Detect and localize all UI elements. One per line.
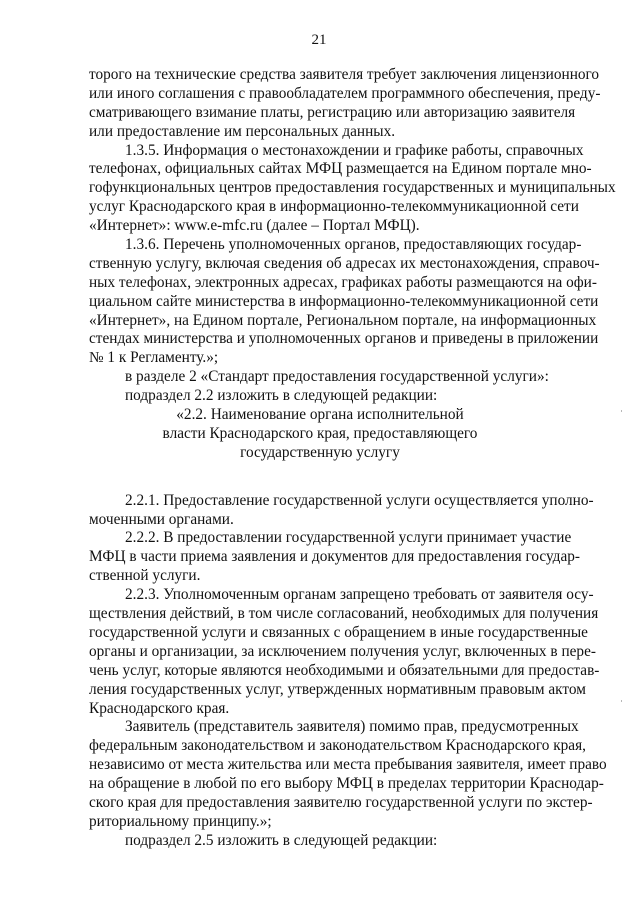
text-line: органы и организации, за исключением получения услуг, включенных в пере-: [89, 642, 596, 660]
text-line: на обращение в любой по его выбору МФЦ в пределах территории Краснодар-: [89, 775, 604, 793]
text-line: риториальному принципу.»;: [89, 812, 272, 830]
text-line: подраздел 2.2 изложить в следующей редакции:: [125, 387, 438, 405]
text-line: № 1 к Регламенту.»;: [89, 349, 219, 367]
text-line: 2.2.3. Уполномоченным органам запрещено требовать от заявителя осу-: [125, 586, 594, 604]
text-line: власти Краснодарского края, предоставляющего: [162, 424, 478, 442]
text-line: «Интернет»: www.e-mfc.ru (далее – Портал МФЦ).: [89, 217, 420, 235]
text-line: циальном сайте министерства в информационно-телекоммуникационной сети: [89, 292, 599, 310]
text-line: федеральным законодательством и законодательством Краснодарского края,: [89, 737, 586, 755]
text-line: чень услуг, которые являются необходимыми и обязательными для предостав-: [89, 661, 600, 679]
text-line: телефонах, официальных сайтах МФЦ размещается на Едином портале мно-: [89, 160, 592, 178]
text-line: государственную услугу: [240, 443, 400, 461]
text-line: 2.2.2. В предоставлении государственной услуги принимает участие: [125, 529, 572, 547]
blank-line: [89, 463, 551, 492]
scan-artifact: [621, 700, 622, 702]
text-line: или предоставление им персональных данных.: [89, 122, 396, 140]
text-line: гофункциональных центров предоставления государственных и муниципальных: [89, 179, 616, 197]
text-line: ществления действий, в том числе согласований, необходимых для получения: [89, 605, 599, 623]
text-line: торого на технические средства заявителя требует заключения лицензионного: [89, 66, 600, 83]
text-line: Заявитель (представитель заявителя) помимо прав, предусмотренных: [125, 718, 579, 736]
text-line: стендах министерства и уполномоченных органов и приведены в приложении: [89, 330, 599, 348]
text-line: государственной услуги и связанных с обращением в иные государственные: [89, 623, 588, 641]
text-line: МФЦ в части приема заявления и документов для предоставления государ-: [89, 548, 581, 566]
text-line: ственной услуги.: [89, 567, 201, 585]
text-line: 1.3.5. Информация о местонахождении и графике работы, справочных: [125, 141, 584, 159]
text-line: «2.2. Наименование органа исполнительной: [176, 406, 464, 424]
text-line: Краснодарского края.: [89, 699, 230, 717]
scan-artifact: [621, 410, 622, 412]
text-line: или иного соглашения с правообладателем программного обеспечения, преду-: [89, 84, 601, 102]
text-line: моченными органами.: [89, 510, 234, 528]
page-number: 21: [311, 32, 327, 48]
text-line: в разделе 2 «Стандарт предоставления государственной услуги»:: [125, 368, 549, 386]
text-line: независимо от места жительства или места пребывания заявителя, имеет право: [89, 756, 607, 774]
text-line: ственную услугу, включая сведения об адресах их местонахождения, справоч-: [89, 254, 600, 272]
document-body: [89, 66, 616, 851]
text-line: ных телефонах, электронных адресах, графиках работы размещаются на офи-: [89, 273, 597, 291]
text-line: услуг Краснодарского края в информационно-телекоммуникационной сети: [89, 198, 579, 216]
text-line: «Интернет», на Едином портале, Региональном портале, на информационных: [89, 311, 597, 329]
text-line: сматривающего взимание платы, регистрацию или авторизацию заявителя: [89, 103, 576, 121]
text-line: подраздел 2.5 изложить в следующей редакции:: [125, 831, 438, 849]
text-line: 1.3.6. Перечень уполномоченных органов, предоставляющих государ-: [125, 236, 582, 254]
text-line: ского края для предоставления заявителю государственной услуги по экстер-: [89, 793, 593, 811]
text-line: 2.2.1. Предоставление государственной услуги осуществляется уполно-: [125, 491, 594, 509]
text-line: ления государственных услуг, утвержденных нормативным правовым актом: [89, 680, 586, 698]
